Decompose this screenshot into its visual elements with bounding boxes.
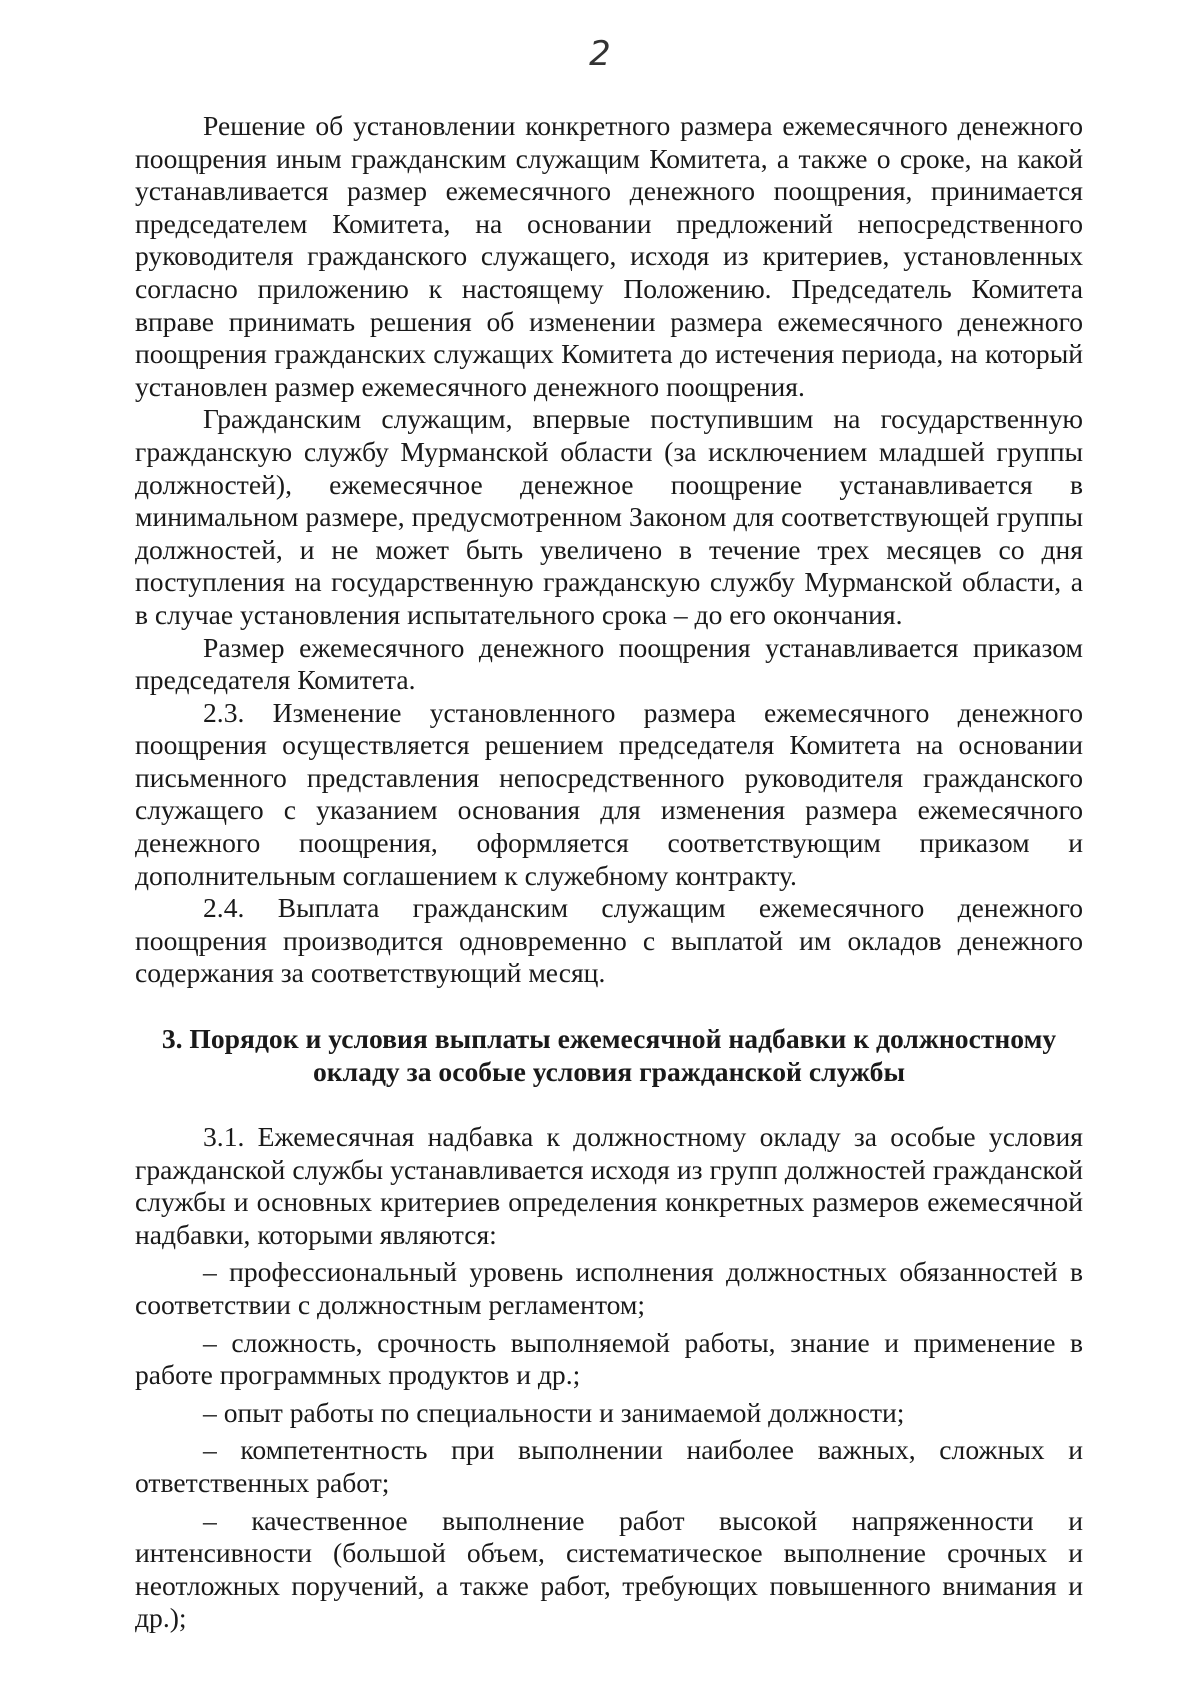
page-number: 2 (589, 34, 611, 74)
document-body (135, 110, 1083, 1635)
paragraph-order-size: Размер ежемесячного денежного поощрения устанавливается приказом председателя Комитета. (135, 631, 1083, 696)
paragraph-3-1: 3.1. Ежемесячная надбавка к должностному окладу за особые условия гражданской службы устанавливается исходя из групп должностей гражданской службы и основных критериев определения конкретных размеров ежемесячной надбавки, которыми являются: (135, 1121, 1083, 1250)
section-3-heading (135, 1022, 1083, 1088)
criteria-item: – компетентность при выполнении наиболее важных, сложных и ответственных работ; (135, 1434, 1083, 1498)
paragraph-new-employees: Гражданским служащим, впервые поступившим на государственную гражданскую службу Мурманской области (за исключением младшей группы должностей), ежемесячное денежное поощрение устанавливается в минимальном размере, предусмотренном Законом для соответствующей группы должностей, и не может быть увеличено в течение трех месяцев со дня поступления на государственную гражданскую службу Мурманской области, а в случае установления испытательного срока – до его окончания. (135, 403, 1083, 630)
criteria-item: – профессиональный уровень исполнения должностных обязанностей в соответствии с должностным регламентом; (135, 1256, 1083, 1320)
criteria-item: – опыт работы по специальности и занимаемой должности; (203, 1396, 905, 1428)
section-3-heading-line-2: окладу за особые условия гражданской службы (312, 1056, 905, 1088)
criteria-item: – качественное выполнение работ высокой напряженности и интенсивности (большой объем, систематическое выполнение срочных и неотложных поручений, а также работ, требующих повышенного внимания и др.); (135, 1504, 1083, 1634)
section-3-heading-line-1: 3. Порядок и условия выплаты ежемесячной надбавки к должностному (161, 1023, 1057, 1055)
criteria-item: – сложность, срочность выполняемой работы, знание и применение в работе программных продуктов и др.; (135, 1326, 1083, 1391)
criteria-list (135, 1256, 1083, 1635)
paragraph-2-3: 2.3. Изменение установленного размера ежемесячного денежного поощрения осуществляется решением председателя Комитета на основании письменного представления непосредственного руководителя гражданского служащего с указанием основания для изменения размера ежемесячного денежного поощрения, оформляется соответствующим приказом и дополнительным соглашением к служебному контракту. (135, 696, 1083, 891)
paragraph-decision-incentive: Решение об установлении конкретного размера ежемесячного денежного поощрения иным гражданским служащим Комитета, а также о сроке, на какой устанавливается размер ежемесячного денежного поощрения, принимается председателем Комитета, на основании предложений непосредственного руководителя гражданского служащего, исходя из критериев, установленных согласно приложению к настоящему Положению. Председатель Комитета вправе принимать решения об изменении размера ежемесячного денежного поощрения гражданских служащих Комитета до истечения периода, на который установлен размер ежемесячного денежного поощрения. (135, 110, 1083, 402)
paragraph-2-4: 2.4. Выплата гражданским служащим ежемесячного денежного поощрения производится одновременно с выплатой им окладов денежного содержания за соответствующий месяц. (135, 892, 1083, 989)
